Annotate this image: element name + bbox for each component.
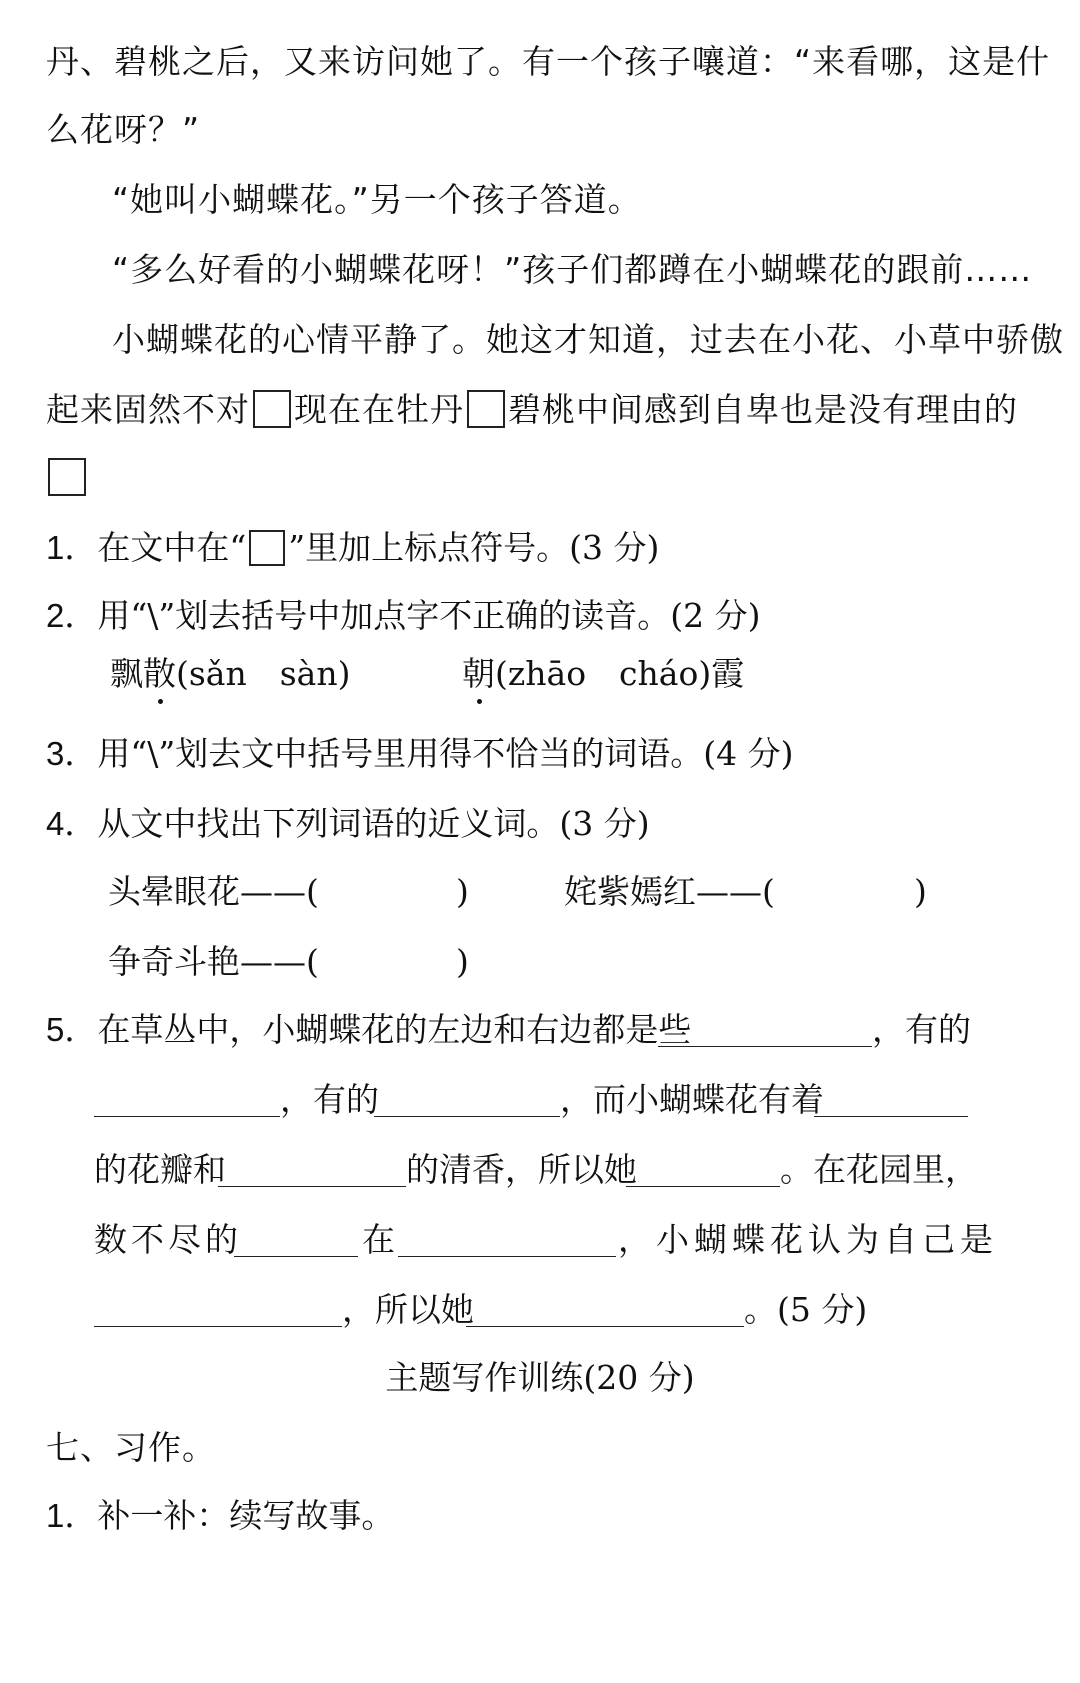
question-text: 的花瓣和 xyxy=(94,1150,226,1189)
synonym-item xyxy=(108,940,319,984)
passage-text: “她叫小蝴蝶花。”另一个孩子答道。 xyxy=(112,180,642,219)
question-text: 的清香，所以她 xyxy=(406,1150,637,1189)
box-symbol xyxy=(249,530,285,566)
passage-text: 么花呀？” xyxy=(46,110,201,149)
fill-blank[interactable] xyxy=(814,1086,968,1117)
question-3 xyxy=(46,732,793,776)
dotted-char: 散 xyxy=(143,652,176,696)
question-1 xyxy=(46,526,659,570)
question-text: 补一补：续写故事。 xyxy=(97,1496,395,1535)
passage-line xyxy=(112,178,642,222)
passage-line xyxy=(46,388,1018,432)
question-5-line xyxy=(280,1078,379,1122)
question-text: 用“\”划去括号中加点字不正确的读音。(2 分) xyxy=(97,596,761,635)
synonym-answer-close[interactable] xyxy=(456,940,469,984)
fill-blank[interactable] xyxy=(374,1086,560,1117)
passage-line xyxy=(46,108,200,152)
question-5-line xyxy=(94,1218,242,1262)
passage-text: “多么好看的小蝴蝶花呀！”孩子们都蹲在小蝴蝶花的跟前…… xyxy=(112,250,1033,289)
question-4 xyxy=(46,802,650,846)
part-heading-text: 七、习作。 xyxy=(46,1428,216,1467)
passage-line xyxy=(112,248,1032,292)
pinyin-item-2 xyxy=(462,652,744,696)
question-5-line xyxy=(94,1148,226,1192)
question-5-line xyxy=(342,1288,474,1332)
passage-text: 现在在牡丹 xyxy=(294,390,464,429)
question-text: 。(5 分) xyxy=(744,1290,868,1329)
passage-line xyxy=(112,318,1064,362)
fill-blank[interactable] xyxy=(94,1296,342,1327)
synonym-item xyxy=(564,870,775,914)
synonym-item xyxy=(108,870,319,914)
section-title-text: 主题写作训练(20 分) xyxy=(385,1358,695,1397)
pinyin-options[interactable]: (sǎn sàn) xyxy=(176,654,351,693)
passage-text: 丹、碧桃之后，又来访问她了。有一个孩子嚷道：“来看哪，这是什 xyxy=(46,42,1051,81)
fill-blank[interactable] xyxy=(398,1226,616,1257)
question-5-line xyxy=(872,1008,971,1052)
question-text: 从文中找出下列词语的近义词。(3 分) xyxy=(97,804,650,843)
passage-text: 起来固然不对 xyxy=(46,390,250,429)
fill-blank[interactable] xyxy=(234,1226,358,1257)
passage-text: 碧桃中间感到自卑也是没有理由的 xyxy=(508,390,1018,429)
question-text: ，小蝴蝶花认为自己是 xyxy=(618,1220,998,1259)
question-5-line xyxy=(780,1148,978,1192)
question-text: 数不尽的 xyxy=(94,1220,242,1259)
synonym-word: 争奇斗艳——( xyxy=(108,942,319,981)
question-5-line xyxy=(46,1008,691,1052)
fill-blank[interactable] xyxy=(466,1296,744,1327)
question-text: 在 xyxy=(362,1220,395,1259)
question-number: 1． xyxy=(46,1497,98,1534)
question-number: 5． xyxy=(46,1011,98,1048)
part-heading xyxy=(46,1426,216,1470)
question-text: 在文中在“ xyxy=(97,528,247,567)
punctuation-box[interactable] xyxy=(467,390,505,428)
paren-close: ) xyxy=(456,872,469,911)
paren-close: ) xyxy=(914,872,927,911)
pinyin-item-1 xyxy=(110,652,350,696)
question-number: 2． xyxy=(46,597,98,634)
question-5-line xyxy=(362,1218,395,1262)
section-title xyxy=(0,1356,1080,1400)
question-text: 在草丛中，小蝴蝶花的左边和右边都是些 xyxy=(97,1010,692,1049)
question-text: ，有的 xyxy=(872,1010,971,1049)
fill-blank[interactable] xyxy=(218,1156,406,1187)
question-text: ，所以她 xyxy=(342,1290,474,1329)
question-text: 用“\”划去文中括号里用得不恰当的词语。(4 分) xyxy=(97,734,794,773)
synonym-word: 姹紫嫣红——( xyxy=(564,872,775,911)
word-char: 飘 xyxy=(110,654,143,693)
fill-blank[interactable] xyxy=(626,1156,780,1187)
question-text: 。在花园里， xyxy=(780,1150,978,1189)
question-number: 4． xyxy=(46,805,98,842)
synonym-answer-close[interactable] xyxy=(456,870,469,914)
question-number: 3． xyxy=(46,735,98,772)
fill-blank[interactable] xyxy=(658,1016,872,1047)
question-text: ”里加上标点符号。(3 分) xyxy=(288,528,660,567)
part-item xyxy=(46,1494,394,1538)
dotted-char: 朝 xyxy=(462,652,495,696)
passage-line xyxy=(46,40,1050,84)
question-5-line xyxy=(618,1218,998,1262)
question-text: ，有的 xyxy=(280,1080,379,1119)
synonym-word: 头晕眼花——( xyxy=(108,872,319,911)
question-2 xyxy=(46,594,760,638)
question-text: ，而小蝴蝶花有着 xyxy=(560,1080,824,1119)
passage-line xyxy=(48,456,86,500)
fill-blank[interactable] xyxy=(94,1086,280,1117)
passage-text: 小蝴蝶花的心情平静了。她这才知道，过去在小花、小草中骄傲 xyxy=(112,320,1064,359)
question-5-line xyxy=(744,1288,867,1332)
synonym-answer-close[interactable] xyxy=(914,870,927,914)
paren-close: ) xyxy=(456,942,469,981)
question-5-line xyxy=(406,1148,637,1192)
punctuation-box[interactable] xyxy=(48,458,86,496)
question-5-line xyxy=(560,1078,824,1122)
pinyin-options[interactable]: (zhāo cháo)霞 xyxy=(495,654,745,693)
question-number: 1． xyxy=(46,529,98,566)
punctuation-box[interactable] xyxy=(253,390,291,428)
